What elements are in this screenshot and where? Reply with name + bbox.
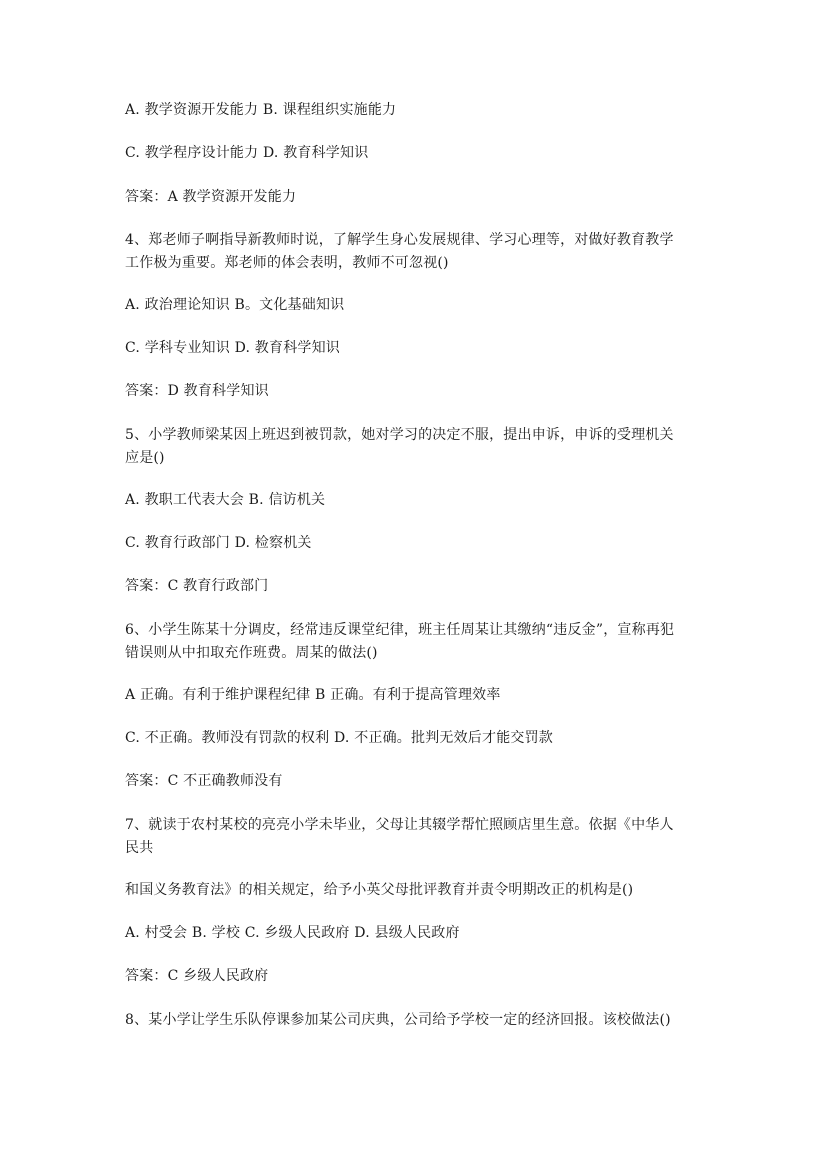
answer-line: 答案：D 教育科学知识 bbox=[125, 383, 269, 399]
option-line: A. 教学资源开发能力 B. 课程组织实施能力 bbox=[125, 102, 397, 118]
option-line: C. 教学程序设计能力 D. 教育科学知识 bbox=[125, 145, 369, 161]
option-line: A 正确。有利于维护课程纪律 B 正确。有利于提高管理效率 bbox=[125, 687, 501, 703]
question-7-line-3: 和国义务教育法》的相关规定，给予小英父母批评教育并责令明期改正的机构是() bbox=[125, 882, 634, 898]
question-8-line-1: 8、某小学让学生乐队停课参加某公司庆典，公司给予学校一定的经济回报。该校做法() bbox=[125, 1012, 671, 1028]
option-line: A. 教职工代表大会 B. 信访机关 bbox=[125, 492, 326, 508]
question-7-line-1: 7、就读于农村某校的亮亮小学未毕业，父母让其辍学帮忙照顾店里生意。依据《中华人 bbox=[125, 817, 674, 833]
option-line: A. 村受会 B. 学校 C. 乡级人民政府 D. 县级人民政府 bbox=[125, 925, 460, 941]
question-6-line-2: 错误则从中扣取充作班费。周某的做法() bbox=[125, 645, 378, 661]
question-6-line-1: 6、小学生陈某十分调皮，经常违反课堂纪律，班主任周某让其缴纳“违反金”，宣称再犯 bbox=[125, 622, 675, 638]
answer-line: 答案：C 不正确教师没有 bbox=[125, 773, 283, 789]
option-line: C. 不正确。教师没有罚款的权利 D. 不正确。批判无效后才能交罚款 bbox=[125, 730, 553, 746]
question-5-line-1: 5、小学教师梁某因上班迟到被罚款，她对学习的决定不服，提出申诉，申诉的受理机关 bbox=[125, 427, 674, 443]
question-7-line-2: 民共 bbox=[125, 840, 154, 856]
question-5-line-2: 应是() bbox=[125, 450, 165, 466]
question-4-line-2: 工作极为重要。郑老师的体会表明，教师不可忽视() bbox=[125, 255, 449, 271]
answer-line: 答案：C 乡级人民政府 bbox=[125, 968, 269, 984]
option-line: C. 学科专业知识 D. 教育科学知识 bbox=[125, 340, 340, 356]
option-line: C. 教育行政部门 D. 检察机关 bbox=[125, 535, 312, 551]
answer-line: 答案：A 教学资源开发能力 bbox=[125, 189, 297, 205]
option-line: A. 政治理论知识 B。文化基础知识 bbox=[125, 297, 345, 313]
question-4-line-1: 4、郑老师子啊指导新教师时说，了解学生身心发展规律、学习心理等，对做好教育教学 bbox=[125, 232, 674, 248]
answer-line: 答案：C 教育行政部门 bbox=[125, 578, 269, 594]
